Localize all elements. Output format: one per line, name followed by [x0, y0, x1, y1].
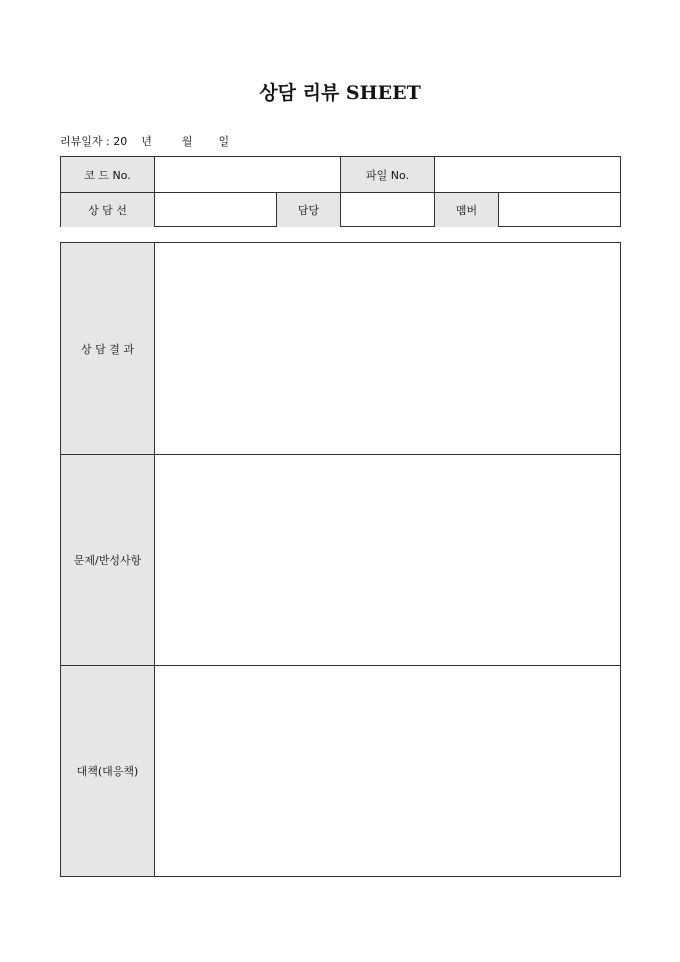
file-no-label: 파일 No. [341, 157, 434, 192]
manager-field[interactable] [341, 193, 434, 227]
member-field[interactable] [499, 193, 621, 227]
header-table [60, 156, 621, 227]
code-no-label: 코 드 No. [61, 157, 154, 192]
counsel-field[interactable] [155, 193, 276, 227]
review-year-label: 년 [141, 135, 152, 148]
section-field-countermeasure[interactable] [155, 666, 621, 876]
sections-table [60, 242, 621, 877]
section-label-issues: 문제/반성사항 [61, 455, 154, 665]
sheet-title: 상담 리뷰 SHEET [259, 82, 421, 104]
manager-label: 담당 [277, 193, 340, 227]
counsel-label: 상 담 선 [61, 193, 154, 227]
section-field-issues[interactable] [155, 455, 621, 665]
section-label-countermeasure: 대책(대응책) [61, 666, 154, 876]
review-date-label: 리뷰일자 : 20 [60, 135, 128, 148]
file-no-field[interactable] [435, 157, 621, 192]
section-field-result[interactable] [155, 243, 621, 454]
member-label: 멤버 [435, 193, 498, 227]
section-label-result: 상 담 결 과 [61, 243, 154, 454]
review-date [60, 133, 229, 149]
review-month-label: 월 [181, 135, 193, 148]
review-day-label: 일 [218, 135, 230, 148]
code-no-field[interactable] [155, 157, 340, 192]
